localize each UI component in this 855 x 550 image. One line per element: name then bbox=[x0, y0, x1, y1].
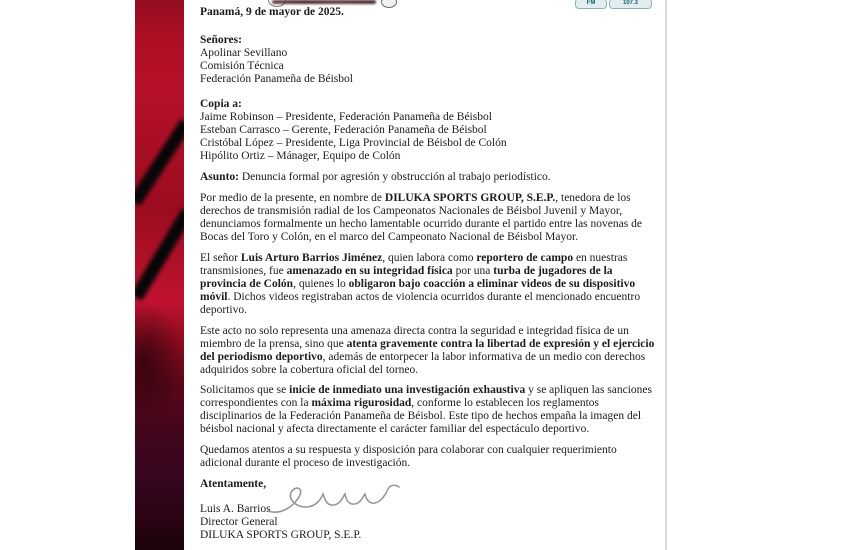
letterhead-text-remnant bbox=[272, 0, 376, 4]
copy-line: Hipólito Ortiz – Mánager, Equipo de Colón bbox=[200, 150, 401, 162]
recipients-heading: Señores: bbox=[200, 34, 242, 46]
paragraph: Quedamos atentos a su respuesta y disposición para colaborar con cualquier requerimiento adicional durante el proceso de investigación. bbox=[200, 444, 617, 469]
letterhead-radio-badge: FM bbox=[575, 0, 607, 9]
strip-shadow bbox=[135, 300, 184, 420]
subject-line: Asunto: Denuncia formal por agresión y obstrucción al trabajo periodístico. bbox=[200, 171, 551, 183]
diagonal-black-stripe bbox=[135, 208, 184, 300]
letter-left-artwork-strip bbox=[135, 0, 184, 550]
paragraph: El señor Luis Arturo Barrios Jiménez, quien labora como reportero de campo en nuestras transmisiones, fue amenazado en su integridad física por una turba de jugadores de la provincia de Colón, quienes lo obligaron bajo coacción a eliminar videos de su dispositivo móvil. Dichos videos registraban actos de violencia ocurridos durante el mencionado encuentro deportivo. bbox=[200, 252, 641, 316]
paragraph: Este acto no solo representa una amenaza directa contra la seguridad e integridad física de un miembro de la prensa, sino que atenta gravemente contra la libertad de expresión y el ejercicio del periodismo deportivo, además de entorpecer la labor informativa de un medio con derechos adquiridos sobre la cobertura oficial del torneo. bbox=[200, 325, 655, 376]
signature-block bbox=[200, 503, 660, 542]
copy-line: Cristóbal López – Presidente, Liga Provincial de Béisbol de Colón bbox=[200, 137, 507, 149]
signer-company: DILUKA SPORTS GROUP, S.E.P. bbox=[200, 529, 362, 541]
letterhead-radio-badge: 107.3 bbox=[609, 0, 652, 9]
letter-date: Panamá, 9 de mayor de 2025. bbox=[200, 6, 344, 18]
signer-title: Director General bbox=[200, 516, 278, 528]
closing-salutation: Atentamente, bbox=[200, 478, 267, 490]
paragraph: Por medio de la presente, en nombre de DILUKA SPORTS GROUP, S.E.P., tenedora de los derechos de transmisión radial de los Campeonatos Nacionales de Béisbol Juvenil y Mayor, denunciamos formalmente un hecho lamentable ocurrido durante el partido entre las novenas de Bocas del Toro y Colón, en el marco del Campeonato Nacional de Béisbol Mayor. bbox=[200, 192, 642, 243]
copy-line: Esteban Carrasco – Gerente, Federación Panameña de Béisbol bbox=[200, 124, 487, 136]
copy-line: Jaime Robinson – Presidente, Federación Panameña de Béisbol bbox=[200, 111, 492, 123]
letter-body bbox=[200, 6, 660, 542]
recipient-line: Apolinar Sevillano bbox=[200, 47, 288, 59]
signer-name: Luis A. Barrios bbox=[200, 503, 271, 515]
recipients-block bbox=[200, 34, 660, 86]
recipient-line: Comisión Técnica bbox=[200, 60, 284, 72]
recipient-line: Federación Panameña de Béisbol bbox=[200, 73, 353, 85]
page-right-border bbox=[665, 0, 667, 550]
handwritten-signature-icon bbox=[264, 481, 414, 523]
copy-block bbox=[200, 98, 660, 163]
copy-heading: Copia a: bbox=[200, 98, 242, 110]
paragraph: Solicitamos que se inicie de inmediato una investigación exhaustiva y se apliquen las sanciones correspondientes con la máxima rigurosidad, conforme lo establecen los reglamentos disciplinarios de la Federación Panameña de Béisbol. Este tipo de hechos empaña la imagen del béisbol nacional y afecta directamente el carácter familiar del espectáculo deportivo. bbox=[200, 384, 653, 435]
diagonal-black-stripe bbox=[135, 119, 184, 206]
